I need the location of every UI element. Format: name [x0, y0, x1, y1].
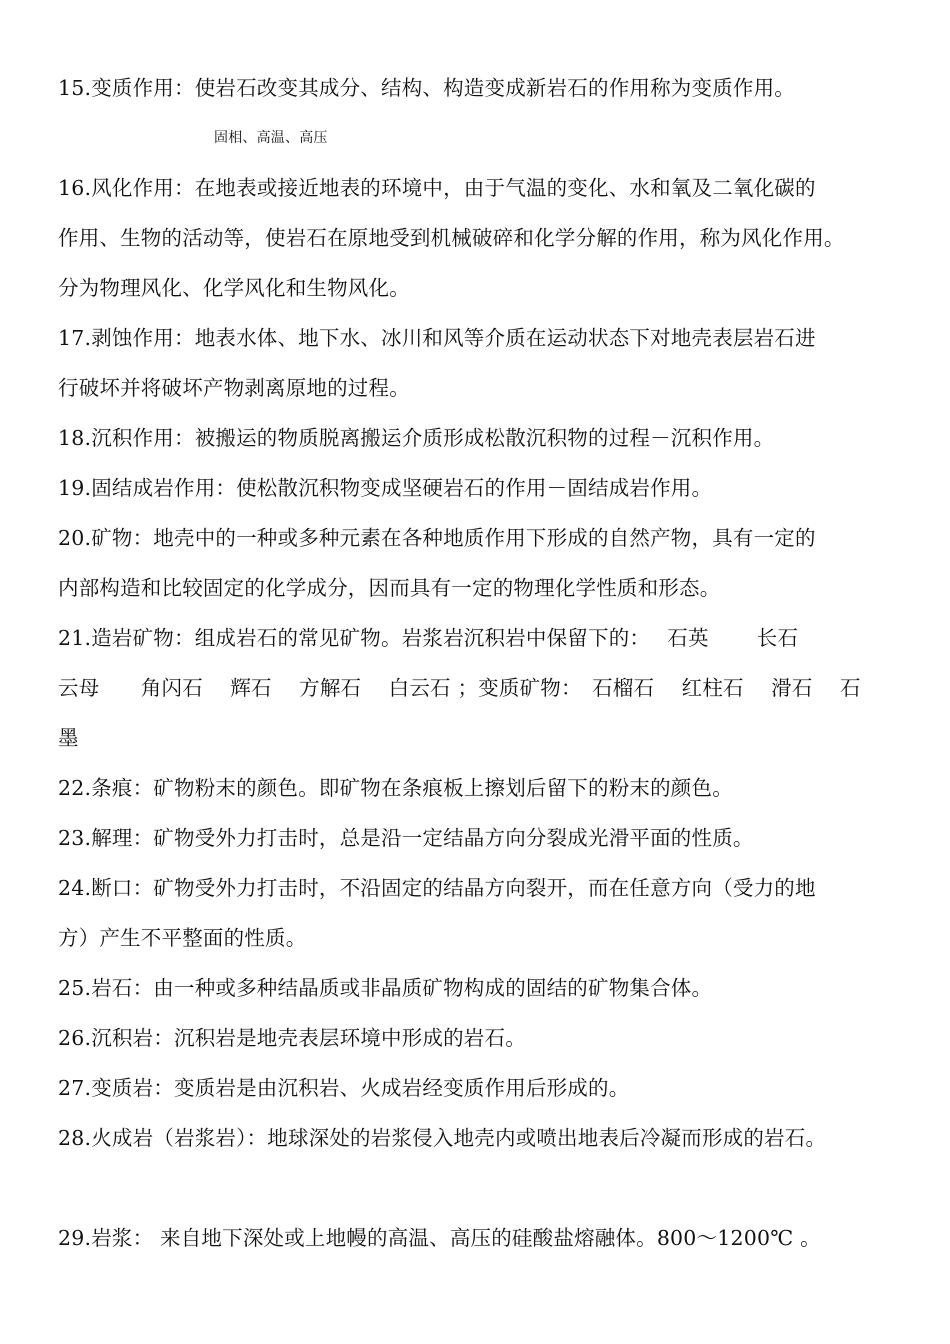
text-line-24-cont: 方）产生不平整面的性质。 [58, 926, 307, 950]
text-line-20-cont: 内部构造和比较固定的化学成分，因而具有一定的物理化学性质和形态。 [58, 576, 721, 600]
text-line-25: 25.岩石：由一种或多种结晶质或非晶质矿物构成的固结的矿物集合体。 [58, 976, 713, 1000]
text-line-15: 15.变质作用：使岩石改变其成分、结构、构造变成新岩石的作用称为变质作用。 [58, 76, 795, 100]
text-line-16-cont-2: 分为物理风化、化学风化和生物风化。 [58, 276, 410, 300]
text-line-27: 27.变质岩：变质岩是由沉积岩、火成岩经变质作用后形成的。 [58, 1076, 630, 1100]
text-line-18: 18.沉积作用：被搬运的物质脱离搬运介质形成松散沉积物的过程－沉积作用。 [58, 426, 775, 450]
text-line-21: 21.造岩矿物：组成岩石的常见矿物。岩浆岩沉积岩中保留下的： 石英 长石 [58, 626, 799, 650]
text-line-19: 19.固结成岩作用：使松散沉积物变成坚硬岩石的作用－固结成岩作用。 [58, 476, 713, 500]
text-line-17-cont: 行破坏并将破坏产物剥离原地的过程。 [58, 376, 410, 400]
text-line-16: 16.风化作用：在地表或接近地表的环境中，由于气温的变化、水和氧及二氧化碳的 [58, 176, 816, 200]
text-line-28: 28.火成岩（岩浆岩）：地球深处的岩浆侵入地壳内或喷出地表后冷凝而形成的岩石。 [58, 1126, 827, 1150]
text-line-21-cont-2: 墨 [58, 726, 79, 750]
text-line-26: 26.沉积岩：沉积岩是地壳表层环境中形成的岩石。 [58, 1026, 526, 1050]
text-line-23: 23.解理：矿物受外力打击时，总是沿一定结晶方向分裂成光滑平面的性质。 [58, 826, 754, 850]
text-line-16-cont-1: 作用、生物的活动等，使岩石在原地受到机械破碎和化学分解的作用，称为风化作用。 [58, 226, 845, 250]
text-line-29: 29.岩浆： 来自地下深处或上地幔的高温、高压的硅酸盐熔融体。800～1200℃ 。 [58, 1226, 821, 1250]
text-line-17: 17.剥蚀作用：地表水体、地下水、冰川和风等介质在运动状态下对地壳表层岩石进 [58, 326, 816, 350]
text-line-20: 20.矿物：地壳中的一种或多种元素在各种地质作用下形成的自然产物，具有一定的 [58, 526, 816, 550]
text-line-24: 24.断口：矿物受外力打击时，不沿固定的结晶方向裂开，而在任意方向（受力的地 [58, 876, 816, 900]
text-line-22: 22.条痕：矿物粉末的颜色。即矿物在条痕板上擦划后留下的粉末的颜色。 [58, 776, 733, 800]
text-line-15-note: 固相、高温、高压 [214, 130, 328, 146]
text-line-21-cont-1: 云母 角闪石 辉石 方解石 白云石 ；变质矿物： 石榴石 红柱石 滑石 石 [58, 676, 861, 700]
